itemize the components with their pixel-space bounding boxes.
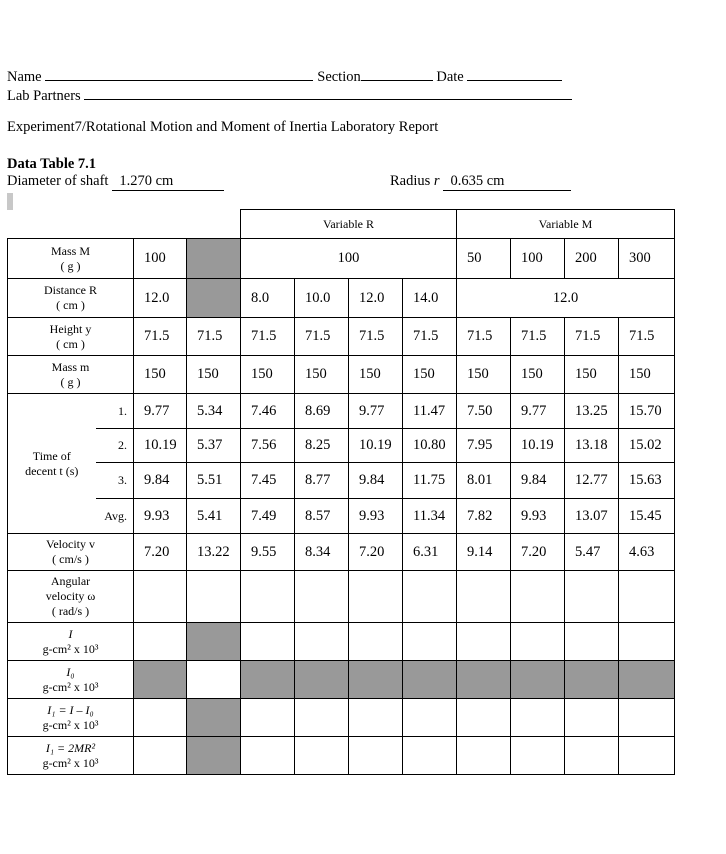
cell: 15.63 [619,463,675,499]
cell: 9.93 [134,499,187,534]
shaded-cell [403,661,457,699]
radius-label: Radius [390,173,431,189]
row-trial-1 [8,394,675,429]
label-time: Time of decent t (s) [8,394,96,534]
cell: 10.80 [403,429,457,463]
cell: 150 [349,356,403,394]
cell: 5.51 [187,463,241,499]
input-cell[interactable] [349,623,403,661]
cell: 8.25 [295,429,349,463]
cell: 4.63 [619,534,675,571]
trial-label: 3. [96,463,134,499]
trial-label: 2. [96,429,134,463]
row-angular-velocity [8,571,675,623]
input-cell[interactable] [295,623,349,661]
shaded-cell [187,239,241,279]
label-velocity: Velocity v ( cm/s ) [8,534,134,571]
input-cell[interactable] [134,571,187,623]
shaded-cell [349,661,403,699]
cell: 8.69 [295,394,349,429]
cell: 9.93 [511,499,565,534]
input-cell[interactable] [457,623,511,661]
cell: 150 [403,356,457,394]
row-velocity [8,534,675,571]
input-cell[interactable] [565,571,619,623]
input-cell[interactable] [349,737,403,775]
date-field[interactable] [467,66,562,81]
input-cell[interactable] [295,571,349,623]
diameter-field[interactable] [112,173,224,191]
cell: 71.5 [457,318,511,356]
radius-symbol: r [433,173,440,189]
cell: 9.77 [349,394,403,429]
row-I1 [8,699,675,737]
shaded-cell [187,699,241,737]
cell: 71.5 [403,318,457,356]
diameter-label: Diameter of shaft [7,173,109,189]
cell: 6.31 [403,534,457,571]
row-height [8,318,675,356]
cell: 5.37 [187,429,241,463]
input-cell[interactable] [295,737,349,775]
partners-label: Lab Partners [7,88,81,104]
cell: 150 [619,356,675,394]
input-cell[interactable] [565,737,619,775]
diameter-value: 1.270 cm [119,173,174,189]
input-cell[interactable] [241,737,295,775]
shaded-cell [565,661,619,699]
cell: 7.49 [241,499,295,534]
name-field[interactable] [45,66,313,81]
shaded-cell [511,661,565,699]
cell: 14.0 [403,279,457,318]
cell: 7.82 [457,499,511,534]
radius-line [390,173,571,191]
cell: 8.0 [241,279,295,318]
cell: 8.77 [295,463,349,499]
input-cell[interactable] [619,737,675,775]
input-cell[interactable] [619,571,675,623]
variable-m-header: Variable M [457,210,675,239]
cell: 8.57 [295,499,349,534]
input-cell[interactable] [619,699,675,737]
input-cell[interactable] [134,737,187,775]
cell: 100 [134,239,187,279]
cell: 100 [511,239,565,279]
name-label: Name [7,69,42,85]
cell: 7.20 [134,534,187,571]
table-title: Data Table 7.1 [7,156,97,172]
input-cell[interactable] [403,737,457,775]
cell: 71.5 [565,318,619,356]
cell: 8.01 [457,463,511,499]
cell: 71.5 [134,318,187,356]
shaded-cell [457,661,511,699]
input-cell[interactable] [511,699,565,737]
cell: 7.20 [349,534,403,571]
data-table [7,209,675,775]
cell: 12.0 [134,279,187,318]
cell: 13.07 [565,499,619,534]
label-I0: I₀ g-cm² x 10³ [8,661,134,699]
cell: 71.5 [349,318,403,356]
label-mass-M: Mass M ( g ) [8,239,134,279]
label-mass-m: Mass m ( g ) [8,356,134,394]
cell: 9.84 [134,463,187,499]
cell: 9.84 [349,463,403,499]
label-height: Height y ( cm ) [8,318,134,356]
row-mass-M [8,239,675,279]
cell: 7.20 [511,534,565,571]
cell: 300 [619,239,675,279]
cell: 13.25 [565,394,619,429]
row-I1-theory [8,737,675,775]
label-angular-velocity: Angular velocity ω ( rad/s ) [8,571,134,623]
input-cell[interactable] [295,699,349,737]
name-line [7,66,562,86]
cell: 7.95 [457,429,511,463]
input-cell[interactable] [457,571,511,623]
cell: 71.5 [295,318,349,356]
cell: 7.56 [241,429,295,463]
trial-label: 1. [96,394,134,429]
cell: 10.19 [511,429,565,463]
trial-label: Avg. [96,499,134,534]
radius-field[interactable] [443,173,571,191]
row-trial-3 [8,463,675,499]
cell: 9.84 [511,463,565,499]
cell: 150 [511,356,565,394]
cell: 8.34 [295,534,349,571]
cell: 200 [565,239,619,279]
cell: 9.14 [457,534,511,571]
cell: 150 [134,356,187,394]
row-trial-2 [8,429,675,463]
shaded-cell [187,737,241,775]
input-cell[interactable] [403,571,457,623]
shaded-cell [187,279,241,318]
input-cell[interactable] [187,571,241,623]
cell: 10.19 [349,429,403,463]
cell: 9.55 [241,534,295,571]
cell: 150 [241,356,295,394]
label-I1: I₁ = I – I₀ g-cm² x 10³ [8,699,134,737]
label-distance-R: Distance R ( cm ) [8,279,134,318]
section-label: Section [317,69,361,85]
label-I: I g-cm² x 10³ [8,623,134,661]
input-cell[interactable] [241,699,295,737]
input-cell[interactable] [187,661,241,699]
cell: 150 [565,356,619,394]
cell: 10.19 [134,429,187,463]
cell: 9.77 [511,394,565,429]
shaded-cell [134,661,187,699]
input-cell[interactable] [134,623,187,661]
cell: 9.93 [349,499,403,534]
cell: 13.18 [565,429,619,463]
input-cell[interactable] [511,571,565,623]
partners-field[interactable] [84,85,572,100]
shaded-cell [187,623,241,661]
cell: 12.0 [349,279,403,318]
cell: 71.5 [241,318,295,356]
cell: 150 [295,356,349,394]
row-mass-m [8,356,675,394]
shaded-cell [295,661,349,699]
input-cell[interactable] [349,571,403,623]
cell: 100 [241,239,457,279]
input-cell[interactable] [565,623,619,661]
cell: 7.46 [241,394,295,429]
cell: 5.41 [187,499,241,534]
cell: 150 [457,356,511,394]
input-cell[interactable] [619,623,675,661]
cell: 10.0 [295,279,349,318]
section-field[interactable] [361,66,433,81]
input-cell[interactable] [241,623,295,661]
input-cell[interactable] [349,699,403,737]
cell: 50 [457,239,511,279]
cell: 15.45 [619,499,675,534]
input-cell[interactable] [511,737,565,775]
cell: 5.34 [187,394,241,429]
row-I0 [8,661,675,699]
input-cell[interactable] [565,699,619,737]
cell: 71.5 [187,318,241,356]
cell: 7.50 [457,394,511,429]
date-label: Date [436,69,464,85]
row-average [8,499,675,534]
input-cell[interactable] [403,623,457,661]
input-cell[interactable] [511,623,565,661]
cell: 11.75 [403,463,457,499]
cell: 12.0 [457,279,675,318]
cell: 15.02 [619,429,675,463]
report-title: Experiment7/Rotational Motion and Moment of Inertia Laboratory Report [7,119,439,135]
cell: 9.77 [134,394,187,429]
cell: 150 [187,356,241,394]
text-cursor [7,193,13,210]
cell: 15.70 [619,394,675,429]
shaded-cell [619,661,675,699]
input-cell[interactable] [403,699,457,737]
input-cell[interactable] [134,699,187,737]
input-cell[interactable] [457,699,511,737]
cell: 5.47 [565,534,619,571]
cell: 12.77 [565,463,619,499]
shaded-cell [241,661,295,699]
input-cell[interactable] [241,571,295,623]
variable-r-header: Variable R [241,210,457,239]
row-distance-R [8,279,675,318]
partners-line [7,85,572,105]
cell: 13.22 [187,534,241,571]
cell: 11.47 [403,394,457,429]
cell: 11.34 [403,499,457,534]
cell: 71.5 [511,318,565,356]
diameter-line [7,173,224,191]
cell: 71.5 [619,318,675,356]
input-cell[interactable] [457,737,511,775]
cell: 7.45 [241,463,295,499]
row-I [8,623,675,661]
radius-value: 0.635 cm [450,173,505,189]
label-I1-theory: I₁ = 2MR² g-cm² x 10³ [8,737,134,775]
